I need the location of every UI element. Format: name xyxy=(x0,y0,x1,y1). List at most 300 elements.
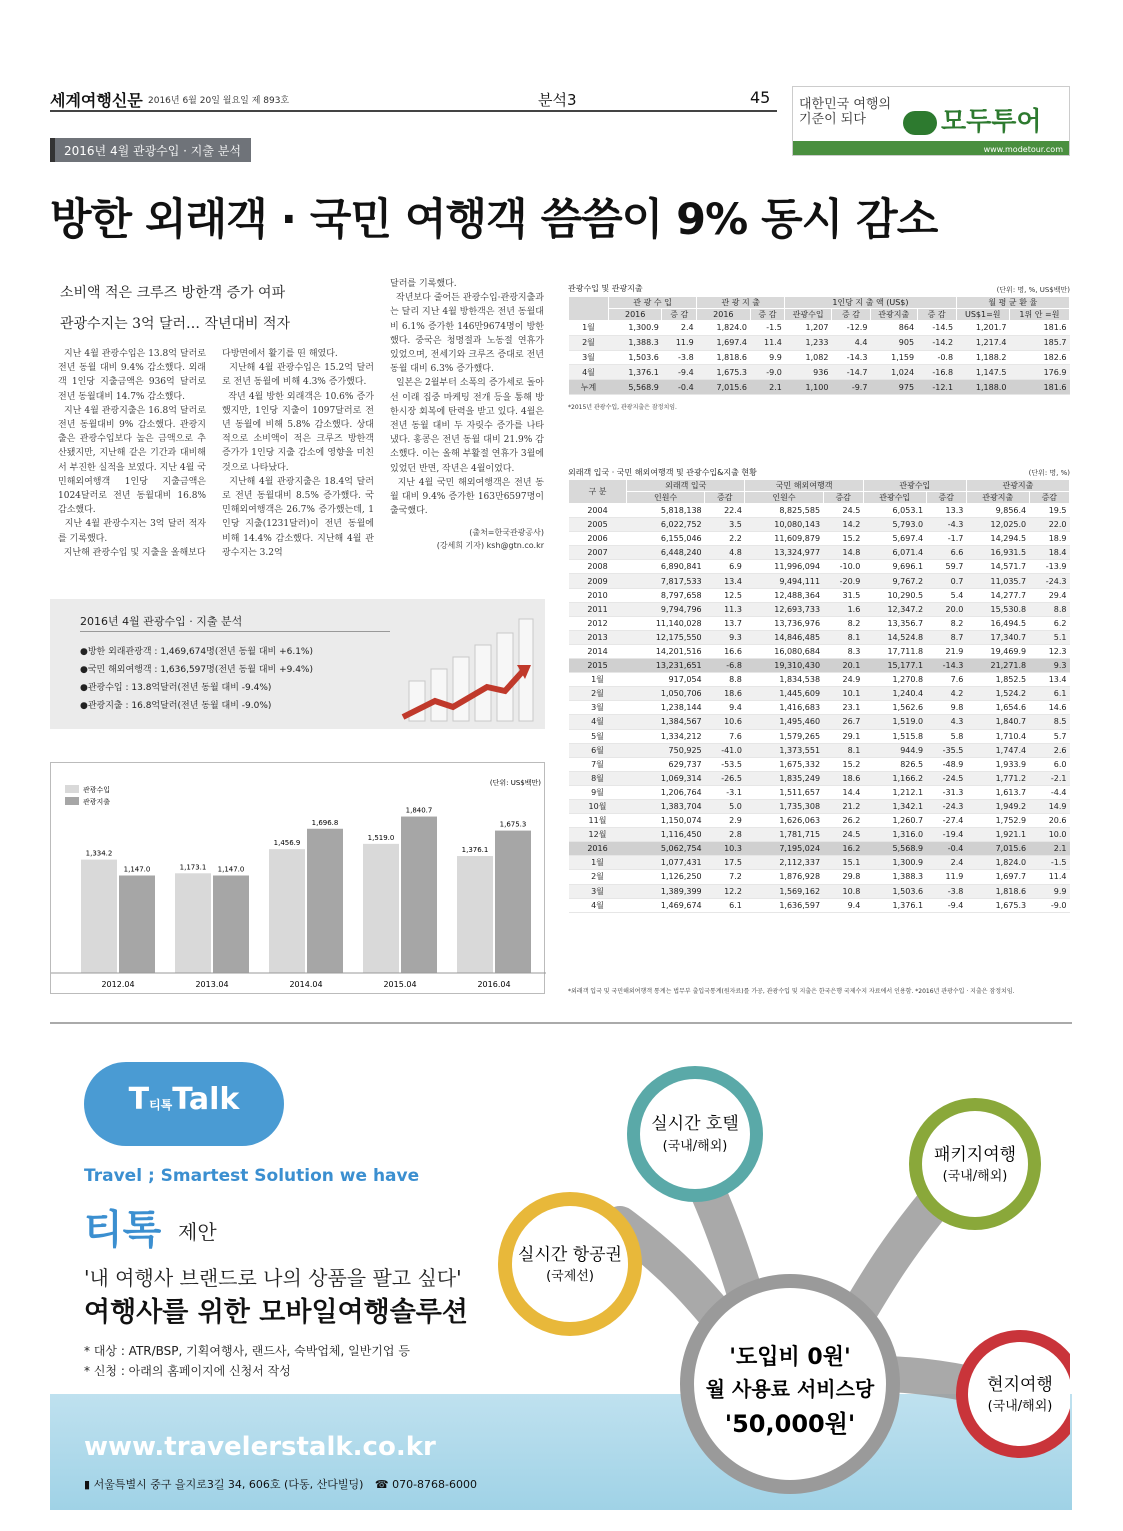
table-row xyxy=(569,757,1070,771)
table-cell: 2.1 xyxy=(750,380,785,395)
table-row xyxy=(569,380,1070,395)
row-label: 11월 xyxy=(569,814,627,828)
ad-service-diagram xyxy=(490,1054,1070,1504)
table-cell: -3.8 xyxy=(662,350,697,365)
summary-divider xyxy=(80,631,390,632)
table-cell: 8.7 xyxy=(926,630,966,644)
table-cell: 3.5 xyxy=(705,518,745,532)
table-cell: 1,515.8 xyxy=(863,729,926,743)
table-cell: 1,933.9 xyxy=(966,757,1029,771)
table-cell: 1,503.6 xyxy=(863,884,926,898)
table-cell: 1,260.7 xyxy=(863,814,926,828)
table-cell: 4.4 xyxy=(831,335,870,350)
row-label: 5월 xyxy=(569,729,627,743)
table-cell: 13.4 xyxy=(705,574,745,588)
table-cell: 2.1 xyxy=(1029,842,1069,856)
table-row xyxy=(569,856,1070,870)
table-cell: 10.8 xyxy=(823,884,863,898)
row-label: 4월 xyxy=(569,365,609,380)
table-cell: 1,342.1 xyxy=(863,799,926,813)
bar-income xyxy=(175,873,211,973)
table-cell: 750,925 xyxy=(627,743,705,757)
table-cell: 1,217.4 xyxy=(956,335,1009,350)
table-cell: 11.9 xyxy=(662,335,697,350)
table-cell: 14,524.8 xyxy=(863,630,926,644)
article-column-1: 지난 4월 관광수입은 13.8억 달러로 전년 동월 대비 9.4% 감소했다. 외래객 1인당 지출금액은 936억 달러로 전년 동월대비 14.7% 감소했다. 지난 4월 관광지출은 16.8억 달러로 전년 동월대비 9% 감소했다. 관광지출은 관광수입보다 높은 금액으로 추산됐지만, 지난해 같은 기간과 대비해서 부진한 실적을 보였다. 지난 4월 국민해외여행객 1인당 지출금액은 1024달러로 전년 동월대비 16.8% 감소했다. 지난 4월 관광수지는 3억 달러 적자를 기록했다. 지난해 관광수입 및 지출을 올해보다 xyxy=(58,349,206,558)
table-cell: 1,445,609 xyxy=(745,687,823,701)
table-cell: 182.6 xyxy=(1009,350,1069,365)
table-row xyxy=(569,743,1070,757)
table-cell: 1,201.7 xyxy=(956,321,1009,336)
table-cell: 7,015.6 xyxy=(966,842,1029,856)
table-cell: 1,562.6 xyxy=(863,701,926,715)
table-cell: 14.8 xyxy=(823,546,863,560)
table-row xyxy=(569,771,1070,785)
bar-income xyxy=(363,844,399,973)
table-cell: -1.5 xyxy=(750,321,785,336)
table-cell: -24.5 xyxy=(926,771,966,785)
table-cell: 5.8 xyxy=(926,729,966,743)
table-cell: 9,794,796 xyxy=(627,602,705,616)
table-cell: 16.2 xyxy=(823,842,863,856)
page-number: 45 xyxy=(750,88,771,107)
ad-logo-t: T xyxy=(128,1082,150,1117)
table-row xyxy=(569,814,1070,828)
table-cell: 1,626,063 xyxy=(745,814,823,828)
table-cell: 14,846,485 xyxy=(745,630,823,644)
table-cell: 1,675,332 xyxy=(745,757,823,771)
table1-group: 관 광 수 입 xyxy=(609,297,697,309)
table-cell: 629,737 xyxy=(627,757,705,771)
row-label: 2009 xyxy=(569,574,627,588)
sponsor-logo xyxy=(903,101,1041,138)
advertisement[interactable] xyxy=(50,1022,1072,1510)
table-cell: 4.8 xyxy=(705,546,745,560)
table-cell: 1,569,162 xyxy=(745,884,823,898)
table-cell: 17.5 xyxy=(705,856,745,870)
summary-title: 2016년 4월 관광수입 · 지출 분석 xyxy=(80,615,243,628)
chart-legend xyxy=(65,785,110,806)
table-cell: 15,177.1 xyxy=(863,659,926,673)
tourism-balance-table xyxy=(568,296,1070,395)
table-cell: 944.9 xyxy=(863,743,926,757)
table-row xyxy=(569,898,1070,912)
legend-swatch-income xyxy=(65,785,79,793)
table-cell: 1,024 xyxy=(870,365,917,380)
row-label: 3월 xyxy=(569,884,627,898)
table-cell: 1,511,657 xyxy=(745,785,823,799)
sponsor-bar xyxy=(793,141,1069,155)
table-cell: 16,931.5 xyxy=(966,546,1029,560)
table-cell: 19.5 xyxy=(1029,504,1069,518)
table-row xyxy=(569,518,1070,532)
table-cell: 1,188.0 xyxy=(956,380,1009,395)
table-row xyxy=(569,884,1070,898)
table1-note: *2015년 관광수입, 관광지출은 잠정치임. xyxy=(568,404,677,411)
table-cell: 1,376.1 xyxy=(863,898,926,912)
bar-income xyxy=(81,860,117,973)
bubble-sub: (국제선) xyxy=(546,1269,594,1284)
row-label: 2007 xyxy=(569,546,627,560)
table-cell: 15,530.8 xyxy=(966,602,1029,616)
table-cell: 18.4 xyxy=(1029,546,1069,560)
row-label: 2월 xyxy=(569,870,627,884)
table-cell: 12,025.0 xyxy=(966,518,1029,532)
table-cell: 12.2 xyxy=(705,884,745,898)
bar-expense xyxy=(307,829,343,973)
bar-expense xyxy=(213,876,249,973)
row-label: 10월 xyxy=(569,799,627,813)
table-cell: 10.0 xyxy=(1029,828,1069,842)
table-cell: 8.8 xyxy=(1029,602,1069,616)
row-label: 2010 xyxy=(569,588,627,602)
table-cell: 2.9 xyxy=(705,814,745,828)
table-cell: 6.1 xyxy=(705,898,745,912)
row-label: 2월 xyxy=(569,687,627,701)
table-cell: 6.0 xyxy=(1029,757,1069,771)
table-cell: -31.3 xyxy=(926,785,966,799)
table-cell: 1,116,450 xyxy=(627,828,705,842)
table-cell: 12.3 xyxy=(1029,644,1069,658)
table-cell: 59.7 xyxy=(926,560,966,574)
table1-subhead: 증 감 xyxy=(662,309,697,321)
table2-subhead: 인원수 xyxy=(627,492,705,504)
summary-box xyxy=(50,599,545,729)
table-cell: 181.6 xyxy=(1009,380,1069,395)
x-tick-label: 2014.04 xyxy=(289,980,323,989)
table-row xyxy=(569,588,1070,602)
table-row xyxy=(569,687,1070,701)
table-row xyxy=(569,574,1070,588)
bubble-local xyxy=(956,1330,1070,1458)
row-label: 3월 xyxy=(569,701,627,715)
table-cell: 8.2 xyxy=(823,616,863,630)
table-cell: 29.1 xyxy=(823,729,863,743)
table-cell: 5.0 xyxy=(705,799,745,813)
table-cell: 1,050,706 xyxy=(627,687,705,701)
bubble-sub: (국내/해외) xyxy=(662,1139,728,1154)
table-cell: 8,825,585 xyxy=(745,504,823,518)
table-cell: 5.7 xyxy=(1029,729,1069,743)
article-column-3: 달러를 기록했다. 작년보다 줄어든 관광수입·관광지출과는 달리 지난 4월 방한객은 전년 동월대비 6.1% 증가한 146만9674명이 방한했다. 중국은 청명절과 노동절 연휴가 있었으며, 전세기와 크루즈 증대로 전년 동월 대비 6.3% 증가했다. 일본은 2월부터 소폭의 증가세로 돌아선 이래 집중 마케팅 전개 등을 통해 방한시장 회복에 탄력을 받고 있다. 4월은 전년 동월 대비 두 자릿수 증가를 나타냈다. 홍콩은 전년 동월 대비 21.9% 감소했다. 이는 올해 부활절 연휴가 3월에 있었던 반면, 작년은 4월이었다. 지난 4월 국민 해외여행객은 전년 동월 대비 9.4% 증가한 163만6597명이 출국했다. xyxy=(390,279,544,517)
table-row xyxy=(569,644,1070,658)
bar-value-label: 1,173.1 xyxy=(179,863,207,872)
table-cell: 5.4 xyxy=(926,588,966,602)
table-cell: 14,571.7 xyxy=(966,560,1029,574)
table-cell: 6.9 xyxy=(705,560,745,574)
table-cell: 20.0 xyxy=(926,602,966,616)
table-cell: 1,388.3 xyxy=(609,335,662,350)
table-cell: 1,166.2 xyxy=(863,771,926,785)
table-cell: -48.9 xyxy=(926,757,966,771)
table-cell: 1,613.7 xyxy=(966,785,1029,799)
table-row xyxy=(569,365,1070,380)
table-cell: 17,340.7 xyxy=(966,630,1029,644)
bar-value-label: 1,696.8 xyxy=(311,818,339,827)
table-cell: 1,818.6 xyxy=(966,884,1029,898)
table1-group: 1인당 지 출 액 (US$) xyxy=(785,297,956,309)
table-cell: 1,824.0 xyxy=(697,321,750,336)
table-cell: -24.3 xyxy=(926,799,966,813)
row-label: 7월 xyxy=(569,757,627,771)
table2-unit: (단위: 명, %) xyxy=(1028,469,1070,477)
bubble-title: 실시간 항공권 xyxy=(518,1245,622,1265)
table-row xyxy=(569,785,1070,799)
table-cell: 1,316.0 xyxy=(863,828,926,842)
table-cell: -14.3 xyxy=(831,350,870,365)
table-cell: -20.9 xyxy=(823,574,863,588)
table-cell: 21,271.8 xyxy=(966,659,1029,673)
row-label: 2016 xyxy=(569,842,627,856)
table-row xyxy=(569,616,1070,630)
table1-title: 관광수입 및 관광지출 xyxy=(568,284,643,293)
ad-target-line: * 대상 : ATR/BSP, 기획여행사, 랜드사, 숙박업체, 일반기업 등 xyxy=(84,1344,410,1358)
table-cell: 11,035.7 xyxy=(966,574,1029,588)
table-row xyxy=(569,560,1070,574)
table-cell: -9.4 xyxy=(662,365,697,380)
bar-value-label: 1,334.2 xyxy=(85,849,113,858)
table-cell: 2,112,337 xyxy=(745,856,823,870)
table-row xyxy=(569,350,1070,365)
bar-chart-svg xyxy=(51,763,546,995)
bar-value-label: 1,147.0 xyxy=(123,865,151,874)
table-cell: -12.1 xyxy=(917,380,956,395)
table2-note: *외래객 입국 및 국민해외여행객 통계는 법무부 출입국통계(원자료)를 가공, 관광수입 및 지출은 한국은행 국제수지 자료에서 인용함. *2016년 관광수입 · 지출은 잠정치임. xyxy=(568,988,1015,995)
table-cell: 13.4 xyxy=(1029,673,1069,687)
table-cell: -41.0 xyxy=(705,743,745,757)
ad-logo-bubble xyxy=(84,1062,284,1146)
table-cell: 176.9 xyxy=(1009,365,1069,380)
table-cell: 15.1 xyxy=(823,856,863,870)
center-line-3: '50,000원' xyxy=(724,1410,856,1438)
table-cell: 14.4 xyxy=(823,785,863,799)
table-cell: 1,212.1 xyxy=(863,785,926,799)
ad-url-link[interactable]: www.travelerstalk.co.kr xyxy=(84,1432,436,1462)
table-cell: 6,071.4 xyxy=(863,546,926,560)
row-label: 4월 xyxy=(569,715,627,729)
table-cell: 12,693,733 xyxy=(745,602,823,616)
bubble-title: 현지여행 xyxy=(987,1375,1053,1395)
phone-icon: ☎ xyxy=(374,1478,389,1491)
table-cell: 9,494,111 xyxy=(745,574,823,588)
table-cell: 8.2 xyxy=(926,616,966,630)
table-cell: 6,448,240 xyxy=(627,546,705,560)
table-cell: 1,300.9 xyxy=(863,856,926,870)
article-column-2: 다방면에서 활기를 띤 해였다. 지난해 4월 관광수입은 15.2억 달러로 전년 동월에 비해 4.3% 증가했다. 작년 4월 방한 외래객은 10.6% 증가했지만, 1인당 지출이 1097달러로 전년 동월에 비해 5.8% 감소했다. 상대적으로 소비액이 적은 크루즈 방한객 증가가 1인당 지출 감소에 영향을 미친 것으로 나타났다. 지난해 4월 관광지출은 18.4억 달러로 전년 동월대비 8.5% 증가했다. 국민해외여행객은 26.7% 증가했는데, 1인당 지출(1231달러)이 전년 동월에 비해 14.4% 감소했다. 지난해 4월 관광수지는 3.2억 xyxy=(222,349,374,558)
row-label: 2006 xyxy=(569,532,627,546)
table-cell: 1,147.5 xyxy=(956,365,1009,380)
table-row xyxy=(569,321,1070,336)
table1-subhead: 증 감 xyxy=(750,309,785,321)
table-row xyxy=(569,870,1070,884)
table-cell: 8.3 xyxy=(823,644,863,658)
x-tick-label: 2013.04 xyxy=(195,980,229,989)
table-cell: -27.4 xyxy=(926,814,966,828)
table-cell: -14.2 xyxy=(917,335,956,350)
bubble-sub: (국내/해외) xyxy=(942,1169,1008,1184)
x-tick-label: 2012.04 xyxy=(101,980,135,989)
table-cell: 2.2 xyxy=(705,532,745,546)
subhead-2: 관광수지는 3억 달러… 작년대비 적자 xyxy=(60,316,291,332)
table-cell: -26.5 xyxy=(705,771,745,785)
sponsor-url: www.modetour.com xyxy=(983,145,1063,154)
masthead xyxy=(50,88,777,112)
table-cell: 7.6 xyxy=(705,729,745,743)
table2-group: 관광수입 xyxy=(863,480,966,492)
table-cell: 31.5 xyxy=(823,588,863,602)
paper-name: 세계여행신문 xyxy=(50,91,143,110)
table-cell: 11,140,028 xyxy=(627,616,705,630)
table-cell: 1,579,265 xyxy=(745,729,823,743)
table-cell: 975 xyxy=(870,380,917,395)
table-cell: 5,568.9 xyxy=(609,380,662,395)
table-cell: 7,817,533 xyxy=(627,574,705,588)
table-cell: 1,840.7 xyxy=(966,715,1029,729)
row-label: 2012 xyxy=(569,616,627,630)
table1-subhead: 관광수입 xyxy=(785,309,832,321)
sponsor-logo-text: 모두투어 xyxy=(941,107,1042,137)
table-cell: 1,416,683 xyxy=(745,701,823,715)
table-cell: 6,022,752 xyxy=(627,518,705,532)
table-cell: 1,710.4 xyxy=(966,729,1029,743)
table-cell: 9.3 xyxy=(1029,659,1069,673)
table-cell: -14.3 xyxy=(926,659,966,673)
ad-brand: 티톡 xyxy=(84,1207,162,1253)
table-row xyxy=(569,659,1070,673)
table-cell: 19,469.9 xyxy=(966,644,1029,658)
table-cell: 9.9 xyxy=(1029,884,1069,898)
table-row xyxy=(569,630,1070,644)
table-cell: -9.0 xyxy=(750,365,785,380)
table-cell: -16.8 xyxy=(917,365,956,380)
table-cell: 22.0 xyxy=(1029,518,1069,532)
table-row xyxy=(569,828,1070,842)
table-cell: 18.6 xyxy=(823,771,863,785)
table-row xyxy=(569,729,1070,743)
table-row xyxy=(569,532,1070,546)
table2-subhead: 관광지출 xyxy=(966,492,1029,504)
table-cell: 4.2 xyxy=(926,687,966,701)
table-cell: 1,654.6 xyxy=(966,701,1029,715)
table-cell: 1,373,551 xyxy=(745,743,823,757)
table-cell: -3.8 xyxy=(926,884,966,898)
table-cell: 9,696.1 xyxy=(863,560,926,574)
table-cell: 24.5 xyxy=(823,504,863,518)
ad-apply-line: * 신청 : 아래의 홈페이지에 신청서 작성 xyxy=(84,1364,291,1378)
table-cell: 5.1 xyxy=(1029,630,1069,644)
table-cell: 1,781,715 xyxy=(745,828,823,842)
table-cell: 13,736,976 xyxy=(745,616,823,630)
table-row xyxy=(569,799,1070,813)
table-cell: 1,835,249 xyxy=(745,771,823,785)
subhead-1: 소비액 적은 크루즈 방한객 증가 여파 xyxy=(60,285,286,301)
visitor-statistics-table xyxy=(568,479,1070,913)
row-label: 2013 xyxy=(569,630,627,644)
sponsor-banner[interactable] xyxy=(792,86,1070,156)
ad-phone: 070-8768-6000 xyxy=(392,1478,478,1491)
table-cell: -53.5 xyxy=(705,757,745,771)
summary-item: ●관광지출 : 16.8억달러(전년 동월 대비 -9.0%) xyxy=(80,701,272,711)
table-cell: 1,697.7 xyxy=(966,870,1029,884)
table-cell: 1,150,074 xyxy=(627,814,705,828)
table-cell: 12,347.2 xyxy=(863,602,926,616)
table-row xyxy=(569,546,1070,560)
article-source: (출처=한국관광공사) xyxy=(469,528,544,537)
table-cell: 12,488,364 xyxy=(745,588,823,602)
table-row xyxy=(569,602,1070,616)
table-cell: 9.3 xyxy=(705,630,745,644)
table-cell: 8,797,658 xyxy=(627,588,705,602)
table-cell: 13,356.7 xyxy=(863,616,926,630)
table-cell: 21.2 xyxy=(823,799,863,813)
table-cell: 1,675.3 xyxy=(697,365,750,380)
row-label: 2014 xyxy=(569,644,627,658)
table-cell: 24.9 xyxy=(823,673,863,687)
table-row xyxy=(569,715,1070,729)
table-cell: -24.3 xyxy=(1029,574,1069,588)
growth-chart-illustration xyxy=(395,609,535,727)
table2-subhead: 인원수 xyxy=(745,492,823,504)
sponsor-slogan: 대한민국 여행의 기준이 되다 xyxy=(799,97,892,127)
table-cell: 826.5 xyxy=(863,757,926,771)
table-cell: 6,053.1 xyxy=(863,504,926,518)
table-row xyxy=(569,842,1070,856)
table-cell: -14.7 xyxy=(831,365,870,380)
bar-expense xyxy=(495,831,531,973)
table-cell: 8.1 xyxy=(823,630,863,644)
table-cell: 1,238,144 xyxy=(627,701,705,715)
table-cell: 1.6 xyxy=(823,602,863,616)
ad-quote: '내 여행사 브랜드로 나의 상품을 팔고 싶다' xyxy=(84,1266,462,1290)
table-cell: -9.0 xyxy=(1029,898,1069,912)
bubble-hotel xyxy=(627,1066,763,1202)
bar-value-label: 1,840.7 xyxy=(405,806,433,815)
ad-tagline: Travel ; Smartest Solution we have xyxy=(84,1166,420,1186)
table-cell: 6.6 xyxy=(926,546,966,560)
table2-subhead: 증감 xyxy=(705,492,745,504)
bar-value-label: 1,519.0 xyxy=(367,833,395,842)
table-cell: -9.7 xyxy=(831,380,870,395)
table-cell: 185.7 xyxy=(1009,335,1069,350)
table-cell: 13.7 xyxy=(705,616,745,630)
table-cell: 20.6 xyxy=(1029,814,1069,828)
table-cell: -0.4 xyxy=(662,380,697,395)
bar-income xyxy=(457,856,493,973)
table-cell: 1,082 xyxy=(785,350,832,365)
bar-expense xyxy=(401,817,437,973)
table-cell: -9.4 xyxy=(926,898,966,912)
table-cell: 917,054 xyxy=(627,673,705,687)
table-cell: 1,389,399 xyxy=(627,884,705,898)
table-cell: -4.4 xyxy=(1029,785,1069,799)
table-cell: 936 xyxy=(785,365,832,380)
center-line-1: '도입비 0원' xyxy=(729,1345,851,1370)
x-tick-label: 2015.04 xyxy=(383,980,417,989)
table-cell: 0.7 xyxy=(926,574,966,588)
table-cell: -0.8 xyxy=(917,350,956,365)
table-cell: -12.9 xyxy=(831,321,870,336)
table-cell: 1,077,431 xyxy=(627,856,705,870)
table-cell: 26.2 xyxy=(823,814,863,828)
table-cell: 16.6 xyxy=(705,644,745,658)
table-cell: 2.4 xyxy=(926,856,966,870)
table-cell: 29.8 xyxy=(823,870,863,884)
table-cell: 7.2 xyxy=(705,870,745,884)
table-cell: 24.5 xyxy=(823,828,863,842)
table1-subhead: 관광지출 xyxy=(870,309,917,321)
table-cell: 6.2 xyxy=(1029,616,1069,630)
row-label: 12월 xyxy=(569,828,627,842)
